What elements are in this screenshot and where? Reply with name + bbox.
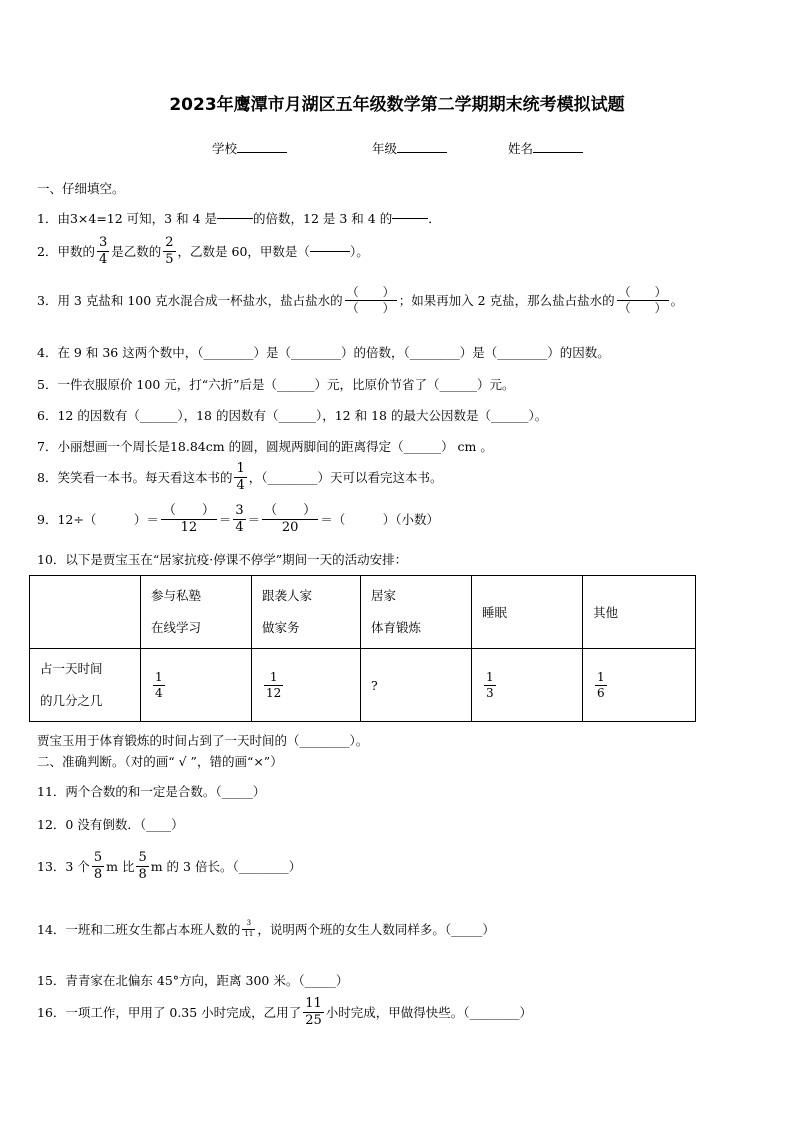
question-8	[37, 462, 443, 492]
q9-number: 9．	[37, 512, 58, 528]
q2-number: 2．	[37, 244, 58, 260]
q11-text: 两个合数的和一定是合数。（_____）	[65, 784, 266, 799]
q13-fraction-1: $\frac{5}{8}$	[93, 850, 103, 882]
q13-text-b: m 比	[106, 859, 135, 875]
school-label: 学校	[212, 141, 238, 156]
q1-text: 由3×4=12 可知，3 和 4 是	[57, 211, 218, 226]
q8-number: 8．	[37, 470, 58, 486]
grade-label: 年级	[372, 141, 398, 156]
q1-text-mid: 的倍数，12 是 3 和 4 的	[253, 211, 393, 226]
q15-text: 青青家在北偏东 45°方向，距离 300 米。（_____）	[65, 973, 349, 988]
q3-number: 3．	[37, 293, 58, 309]
q1-blank-1[interactable]	[217, 218, 253, 219]
question-9	[37, 504, 439, 534]
question-7	[37, 437, 493, 455]
name-field[interactable]	[508, 143, 583, 156]
q12-text: 0 没有倒数．（____）	[65, 817, 184, 832]
q3-text-a: 用 3 克盐和 100 克水混合成一杯盐水，盐占盐水的	[57, 293, 343, 309]
unknown-value: ?	[371, 677, 378, 693]
q9-fraction-2: $\frac{3}{4}$	[235, 503, 244, 535]
question-10	[37, 550, 407, 568]
table-cell	[141, 649, 252, 722]
question-2	[37, 236, 369, 266]
activity-schedule-table	[29, 575, 696, 722]
table-cell	[252, 649, 361, 722]
table-header-cell: 参与私塾 在线学习	[141, 576, 252, 649]
q2-blank[interactable]	[310, 251, 350, 252]
q9-equals-2: ＝	[247, 512, 261, 528]
q1-blank-2[interactable]	[392, 218, 428, 219]
school-field[interactable]	[212, 143, 287, 156]
q16-text-b: 小时完成，甲做得快些。（________）	[325, 1005, 532, 1021]
q13-text-a: 3 个	[65, 859, 90, 875]
q1-number: 1．	[37, 211, 58, 226]
q16-number: 16．	[37, 1005, 66, 1021]
q11-number: 11．	[37, 784, 66, 799]
q2-text-b: 是乙数的	[111, 244, 162, 260]
q10-followup: 贾宝玉用于体育锻炼的时间占到了一天时间的（________）。	[37, 733, 369, 748]
section-1-heading: 一、仔细填空。	[37, 181, 125, 196]
q3-text-b: ；如果再加入 2 克盐，那么盐占盐水的	[398, 293, 615, 309]
question-4	[37, 343, 610, 361]
question-3	[37, 286, 683, 314]
q9-fraction-3[interactable]: $\frac{( )}{20}$	[264, 503, 317, 535]
section-2-heading: 二、准确判断。（对的画“ √ ”，错的画“×”）	[37, 754, 283, 769]
q3-fraction-blank-1[interactable]: $\frac{( )}{( )}$	[346, 285, 395, 315]
question-11	[37, 782, 265, 800]
q15-number: 15．	[37, 973, 66, 988]
table-header-cell: 其他	[583, 576, 696, 649]
table-header-cell: 跟袭人家 做家务	[252, 576, 361, 649]
q9-fraction-1[interactable]: $\frac{( )}{12}$	[162, 503, 215, 535]
question-15	[37, 971, 348, 989]
q9-equals-1: ＝	[218, 512, 232, 528]
table-row-label: 占一天时间 的几分之几	[30, 649, 141, 722]
fraction-value: $\frac{1}{3}$	[486, 669, 494, 700]
q2-text-a: 甲数的	[57, 244, 95, 260]
question-13	[37, 851, 301, 881]
q9-text-b: ＝（ ）（小数）	[320, 512, 439, 528]
q4-text: 在 9 和 36 这两个数中，（________）是（________）的倍数，（________）是（________）的因数。	[57, 345, 610, 360]
q2-text-c: ，乙数是 60，甲数是（	[177, 244, 310, 260]
page-title: 2023年鹰潭市月湖区五年级数学第二学期期末统考模拟试题	[169, 95, 625, 115]
q7-text: 小丽想画一个周长是18.84cm 的圆，圆规两脚间的距离得定（______） cm 。	[57, 439, 493, 454]
fraction-value: $\frac{1}{6}$	[597, 669, 605, 700]
q4-number: 4．	[37, 345, 58, 360]
name-label: 姓名	[508, 141, 534, 156]
table-header-cell: 居家 体育锻炼	[361, 576, 472, 649]
q14-fraction: $\frac{3}{11}$	[244, 919, 254, 938]
q5-text: 一件衣服原价 100 元，打“六折”后是（______）元，比原价节省了（______）元。	[57, 377, 515, 392]
q6-text: 12 的因数有（______），18 的因数有（______），12 和 18 的最大公因数是（______）。	[57, 408, 548, 423]
q13-number: 13．	[37, 859, 66, 875]
q2-text-d: ）。	[349, 244, 369, 260]
q3-fraction-blank-2[interactable]: $\frac{( )}{( )}$	[618, 285, 667, 315]
table-header-cell: 睡眠	[472, 576, 583, 649]
q8-text-b: ，（________）天可以看完这本书。	[248, 470, 443, 486]
q16-text-a: 一项工作，甲用了 0.35 小时完成，乙用了	[65, 1005, 302, 1021]
table-cell[interactable]	[361, 649, 472, 722]
question-16	[37, 997, 532, 1027]
q10-text: 以下是贾宝玉在“居家抗疫·停课不停学”期间一天的活动安排：	[65, 552, 408, 567]
table-row	[30, 649, 696, 722]
table-cell	[583, 649, 696, 722]
q6-number: 6．	[37, 408, 58, 423]
q10-number: 10．	[37, 552, 66, 567]
q13-fraction-2: $\frac{5}{8}$	[138, 850, 147, 882]
question-14	[37, 920, 495, 938]
q1-text-end: ．	[428, 211, 441, 226]
question-6	[37, 406, 547, 424]
q2-fraction-2: $\frac{2}{5}$	[165, 235, 174, 267]
q3-text-c: 。	[670, 293, 684, 309]
q12-number: 12．	[37, 817, 66, 832]
q8-text-a: 笑笑看一本书。每天看这本书的	[57, 470, 233, 486]
table-header-cell	[30, 576, 141, 649]
q7-number: 7．	[37, 439, 58, 454]
q9-text-a: 12÷（ ）＝	[57, 512, 159, 528]
q16-fraction: $\frac{11}{25}$	[305, 996, 322, 1028]
question-1	[37, 209, 441, 227]
grade-field[interactable]	[372, 143, 447, 156]
question-12	[37, 815, 184, 833]
table-header-row	[30, 576, 696, 649]
q13-text-c: m 的 3 倍长。（________）	[150, 859, 302, 875]
q14-text-a: 一班和二班女生都占本班人数的	[65, 922, 241, 937]
table-cell	[472, 649, 583, 722]
q5-number: 5．	[37, 377, 58, 392]
q14-number: 14．	[37, 922, 66, 937]
fraction-value: $\frac{1}{4}$	[155, 669, 163, 700]
q14-text-b: ，说明两个班的女生人数同样多。（_____）	[257, 922, 495, 937]
q2-fraction-1: $\frac{3}{4}$	[98, 235, 108, 267]
question-5	[37, 375, 515, 393]
q8-fraction: $\frac{1}{4}$	[236, 461, 245, 493]
fraction-value: $\frac{1}{12}$	[266, 669, 282, 700]
